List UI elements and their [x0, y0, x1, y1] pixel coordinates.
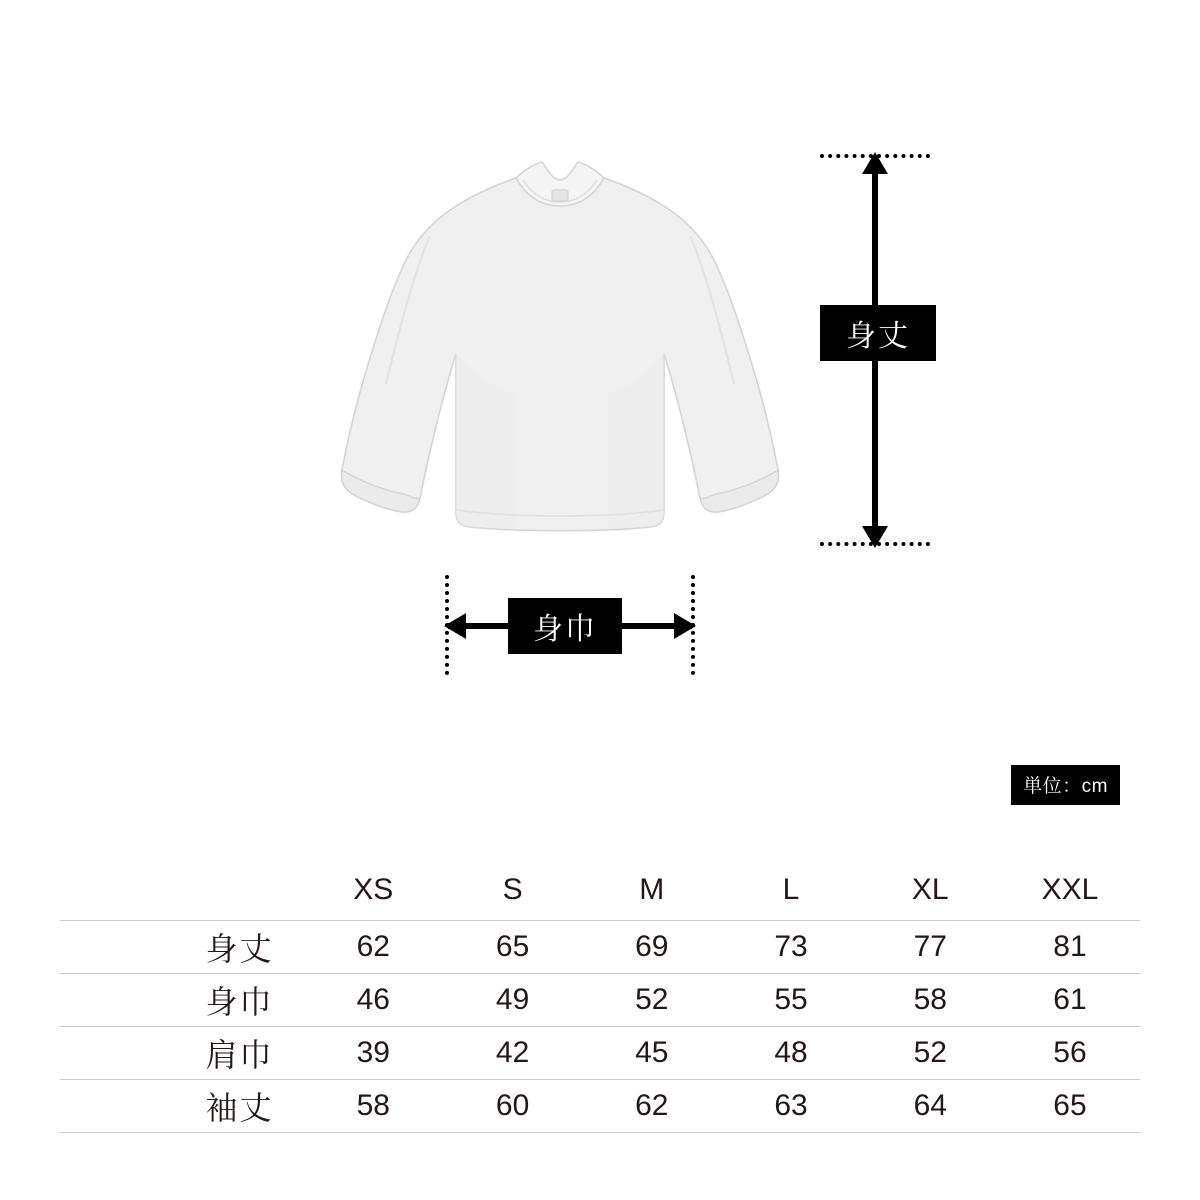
cell-body-length-l: 73 [774, 930, 808, 963]
cell-body-length-xxl: 81 [1053, 930, 1087, 963]
size-header-s: S [502, 873, 523, 906]
table-row [60, 1027, 1140, 1080]
cell-shoulder-width-m: 45 [635, 1036, 669, 1069]
cell-body-width-s: 49 [495, 983, 530, 1016]
body-length-label: 身丈 [820, 305, 936, 361]
arrow-up-icon [862, 152, 888, 174]
cell-shoulder-width-xxl: 56 [1053, 1036, 1087, 1069]
cell-sleeve-length-l: 63 [774, 1089, 808, 1122]
arrow-down-icon [862, 526, 888, 548]
size-header-m: M [639, 873, 665, 906]
cell-body-width-xs: 46 [356, 983, 390, 1016]
unit-badge: 単位：cm [1011, 765, 1120, 805]
cell-sleeve-length-xs: 58 [356, 1089, 390, 1122]
size-header-xs: XS [353, 873, 394, 906]
table-row [60, 921, 1140, 974]
table-corner-cell [60, 860, 304, 921]
body-length-measure [820, 150, 940, 550]
row-label-body-width: 身巾 [205, 984, 274, 1020]
cell-shoulder-width-xs: 39 [356, 1036, 390, 1069]
row-label-sleeve-length: 袖丈 [205, 1090, 274, 1126]
row-label-body-length: 身丈 [205, 931, 274, 967]
size-table [60, 860, 1140, 1133]
cell-body-width-xxl: 61 [1053, 983, 1087, 1016]
cell-body-width-m: 52 [635, 983, 669, 1016]
cell-body-length-s: 65 [495, 930, 530, 963]
size-header-xl: XL [911, 873, 949, 906]
table-row [60, 974, 1140, 1027]
table-header-row [60, 860, 1140, 921]
size-table-body [60, 921, 1140, 1133]
cell-shoulder-width-l: 48 [774, 1036, 808, 1069]
garment-illustration [320, 140, 800, 550]
arrow-right-icon [674, 613, 696, 639]
long-sleeve-tshirt-icon [320, 140, 800, 550]
cell-body-width-l: 55 [774, 983, 808, 1016]
table-row [60, 1080, 1140, 1133]
cell-sleeve-length-m: 62 [635, 1089, 669, 1122]
body-width-measure [440, 575, 700, 680]
cell-body-width-xl: 58 [913, 983, 947, 1016]
cell-shoulder-width-s: 42 [495, 1036, 530, 1069]
size-header-l: L [782, 873, 800, 906]
cell-body-length-xl: 77 [913, 930, 947, 963]
cell-sleeve-length-s: 60 [495, 1089, 530, 1122]
cell-sleeve-length-xxl: 65 [1053, 1089, 1087, 1122]
arrow-left-icon [444, 613, 466, 639]
size-table-header [60, 860, 1140, 921]
cell-shoulder-width-xl: 52 [913, 1036, 947, 1069]
body-width-label: 身巾 [508, 598, 622, 654]
cell-sleeve-length-xl: 64 [913, 1089, 947, 1122]
row-label-shoulder-width: 肩巾 [205, 1037, 274, 1073]
cell-body-length-m: 69 [635, 930, 669, 963]
cell-body-length-xs: 62 [356, 930, 390, 963]
size-header-xxl: XXL [1041, 873, 1099, 906]
